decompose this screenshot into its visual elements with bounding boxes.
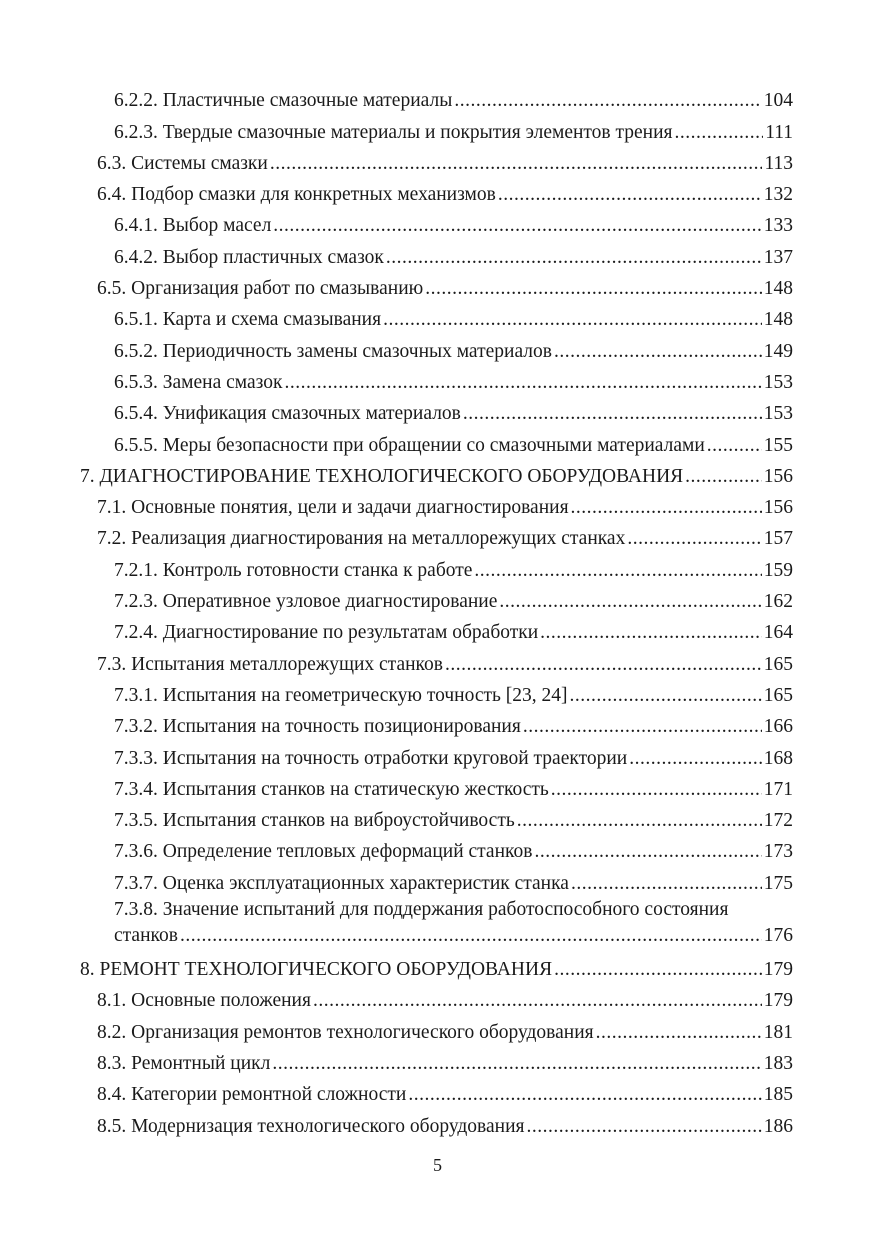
- toc-entry[interactable]: [0, 952, 793, 983]
- toc-leader-dots: [675, 120, 764, 146]
- toc-leader-dots: [499, 589, 761, 615]
- toc-entry-page: 173: [763, 841, 793, 863]
- toc-entry-page: 113: [764, 152, 793, 174]
- toc-entry-page: 165: [763, 653, 793, 675]
- toc-entry-page: 183: [763, 1052, 793, 1074]
- toc-entry-label: 7.2.3. Оперативное узловое диагностирование: [114, 591, 498, 613]
- toc-entry-label: 7.2. Реализация диагностирования на металлорежущих станках: [97, 528, 626, 550]
- toc-leader-dots: [571, 871, 762, 897]
- toc-entry-page: 179: [763, 959, 793, 981]
- toc-entry-page: 171: [763, 778, 793, 800]
- toc-entry-label: 8.3. Ремонтный цикл: [97, 1052, 271, 1074]
- toc-entry[interactable]: [0, 146, 793, 177]
- toc-entry-label: 6.5.1. Карта и схема смазывания: [114, 309, 382, 331]
- toc-entry-page: 176: [763, 924, 793, 946]
- toc-entry-label-line2: станков: [114, 924, 178, 946]
- toc-entry-label: 6.5.5. Меры безопасности при обращении со смазочными материалами: [114, 434, 705, 456]
- toc-leader-dots: [313, 988, 762, 1014]
- toc-section-8: [0, 952, 875, 1140]
- toc-entry-7-3-8[interactable]: [0, 897, 793, 952]
- toc-entry[interactable]: [0, 427, 793, 458]
- toc-entry-label: 6.4.2. Выбор пластичных смазок: [114, 246, 384, 268]
- toc-entry-label: 7.3.2. Испытания на точность позиционирования: [114, 716, 521, 738]
- toc-entry-page: 137: [763, 246, 793, 268]
- toc-entry[interactable]: [0, 459, 793, 490]
- toc-entry-label: 7.3.6. Определение тепловых деформаций станков: [114, 841, 533, 863]
- toc-leader-dots: [454, 88, 761, 114]
- toc-leader-dots: [707, 433, 762, 459]
- toc-leader-dots: [685, 464, 762, 490]
- toc-entry-label: 6.2.2. Пластичные смазочные материалы: [114, 90, 453, 112]
- toc-leader-dots: [554, 339, 762, 365]
- toc-entry-label: 7.3.5. Испытания станков на виброустойчивость: [114, 810, 515, 832]
- toc-entry-label: 7.3. Испытания металлорежущих станков: [97, 653, 443, 675]
- toc-entry[interactable]: [0, 615, 793, 646]
- toc-leader-dots: [180, 923, 762, 949]
- toc-entry[interactable]: [0, 646, 793, 677]
- toc-entry-page: 132: [763, 184, 793, 206]
- toc-entry[interactable]: [0, 83, 793, 114]
- toc-entry-label: 7.3.1. Испытания на геометрическую точность [23, 24]: [114, 684, 568, 706]
- toc-entry-label: 8.1. Основные положения: [97, 990, 311, 1012]
- toc-entry[interactable]: [0, 208, 793, 239]
- toc-entry[interactable]: [0, 834, 793, 865]
- toc-entry[interactable]: [0, 396, 793, 427]
- toc-entry-page: 165: [763, 684, 793, 706]
- toc-leader-dots: [629, 746, 762, 772]
- toc-entry-label: 8.4. Категории ремонтной сложности: [97, 1084, 407, 1106]
- toc-leader-dots: [571, 495, 762, 521]
- toc-leader-dots: [534, 839, 761, 865]
- toc-entry-page: 148: [763, 309, 793, 331]
- toc-entry-label-line1: 7.3.8. Значение испытаний для поддержания работоспособного состояния: [114, 898, 729, 920]
- toc-leader-dots: [445, 652, 762, 678]
- toc-leader-dots: [526, 1114, 761, 1140]
- toc-entry[interactable]: [0, 983, 793, 1014]
- toc-entry-label: 7.1. Основные понятия, цели и задачи диагностирования: [97, 497, 569, 519]
- table-of-contents: [0, 83, 875, 1140]
- toc-leader-dots: [425, 276, 762, 302]
- toc-entry[interactable]: [0, 1108, 793, 1139]
- toc-entry-label: 8.2. Организация ремонтов технологического оборудования: [97, 1021, 594, 1043]
- toc-leader-dots: [554, 957, 762, 983]
- toc-entry-label: 6.5.3. Замена смазок: [114, 371, 283, 393]
- toc-entry-label: 7.2.1. Контроль готовности станка к работе: [114, 559, 473, 581]
- toc-leader-dots: [273, 213, 761, 239]
- toc-leader-dots: [627, 526, 761, 552]
- toc-entry[interactable]: [0, 490, 793, 521]
- toc-entry-label: 6.3. Системы смазки: [97, 152, 268, 174]
- toc-entry[interactable]: [0, 709, 793, 740]
- toc-entry-label: 8. РЕМОНТ ТЕХНОЛОГИЧЕСКОГО ОБОРУДОВАНИЯ: [80, 959, 553, 981]
- toc-entry-page: 164: [763, 622, 793, 644]
- toc-entry[interactable]: [0, 239, 793, 270]
- toc-leader-dots: [270, 151, 763, 177]
- page-number: 5: [433, 1155, 442, 1175]
- toc-entry[interactable]: [0, 1014, 793, 1045]
- toc-entry-page: 148: [763, 278, 793, 300]
- toc-entry-label: 7.3.7. Оценка эксплуатационных характеристик станка: [114, 872, 569, 894]
- toc-entry-label: 6.5. Организация работ по смазыванию: [97, 278, 424, 300]
- toc-entry[interactable]: [0, 521, 793, 552]
- toc-leader-dots: [272, 1051, 761, 1077]
- toc-entry[interactable]: [0, 177, 793, 208]
- toc-entry-label: 7. ДИАГНОСТИРОВАНИЕ ТЕХНОЛОГИЧЕСКОГО ОБОРУДОВАНИЯ: [80, 465, 684, 487]
- toc-entry-page: 168: [763, 747, 793, 769]
- toc-entry[interactable]: [0, 803, 793, 834]
- toc-entry-page: 155: [763, 434, 793, 456]
- toc-entry[interactable]: [0, 302, 793, 333]
- toc-leader-dots: [517, 808, 762, 834]
- toc-entry-page: 186: [763, 1115, 793, 1137]
- toc-entry-label: 6.5.4. Унификация смазочных материалов: [114, 403, 461, 425]
- toc-entry-page: 104: [763, 90, 793, 112]
- toc-entry-label: 6.5.2. Периодичность замены смазочных материалов: [114, 340, 552, 362]
- toc-entry[interactable]: [0, 1046, 793, 1077]
- toc-entry[interactable]: [0, 271, 793, 302]
- toc-entry[interactable]: [0, 865, 793, 896]
- toc-entry-page: 166: [763, 716, 793, 738]
- toc-entry-label: 6.2.3. Твердые смазочные материалы и покрытия элементов трения: [114, 121, 673, 143]
- toc-entry[interactable]: [0, 365, 793, 396]
- toc-entry-page: 111: [765, 121, 793, 143]
- toc-entry[interactable]: [0, 772, 793, 803]
- toc-entry-page: 156: [763, 497, 793, 519]
- toc-entry-page: 179: [763, 990, 793, 1012]
- toc-entry-page: 159: [763, 559, 793, 581]
- toc-leader-dots: [463, 401, 762, 427]
- toc-leader-dots: [383, 307, 762, 333]
- toc-entry-page: 157: [763, 528, 793, 550]
- toc-leader-dots: [596, 1020, 762, 1046]
- toc-leader-dots: [386, 245, 762, 271]
- toc-entry-label: 8.5. Модернизация технологического оборудования: [97, 1115, 525, 1137]
- toc-leader-dots: [284, 370, 761, 396]
- toc-entry-page: 153: [763, 371, 793, 393]
- toc-entry-label: 6.4. Подбор смазки для конкретных механизмов: [97, 184, 496, 206]
- toc-entry-page: 162: [763, 591, 793, 613]
- toc-leader-dots: [570, 683, 762, 709]
- toc-entry[interactable]: [0, 552, 793, 583]
- toc-entry-page: 149: [763, 340, 793, 362]
- toc-entry[interactable]: [0, 584, 793, 615]
- toc-leader-dots: [408, 1082, 761, 1108]
- toc-entry-page: 133: [763, 215, 793, 237]
- toc-entry[interactable]: [0, 114, 793, 145]
- toc-entry[interactable]: [0, 740, 793, 771]
- toc-entry[interactable]: [0, 333, 793, 364]
- toc-entry-page: 172: [763, 810, 793, 832]
- toc-entry-label: 6.4.1. Выбор масел: [114, 215, 272, 237]
- toc-entry[interactable]: [0, 1077, 793, 1108]
- toc-leader-dots: [523, 714, 762, 740]
- toc-leader-dots: [498, 182, 762, 208]
- toc-entry-page: 156: [763, 465, 793, 487]
- toc-section-6-7: [0, 83, 875, 897]
- toc-leader-dots: [540, 620, 762, 646]
- toc-entry-page: 185: [763, 1084, 793, 1106]
- toc-entry-label: 7.3.3. Испытания на точность отработки круговой траектории: [114, 747, 628, 769]
- toc-entry-label: 7.3.4. Испытания станков на статическую жесткость: [114, 778, 549, 800]
- toc-entry-page: 153: [763, 403, 793, 425]
- toc-leader-dots: [551, 777, 762, 803]
- toc-entry-page: 181: [763, 1021, 793, 1043]
- toc-entry[interactable]: [0, 678, 793, 709]
- toc-entry-page: 175: [763, 872, 793, 894]
- toc-entry-label: 7.2.4. Диагностирование по результатам обработки: [114, 622, 539, 644]
- toc-leader-dots: [474, 558, 761, 584]
